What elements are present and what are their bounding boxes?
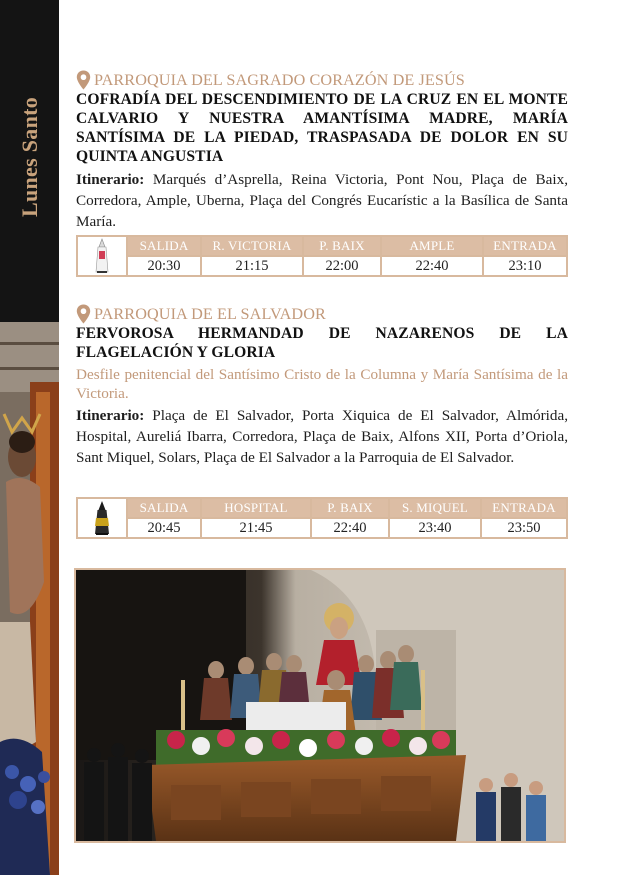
schedule-column [482,499,566,537]
section-el-salvador [76,304,568,468]
sidebar-band [0,0,59,322]
day-title: Lunes Santo [17,96,42,218]
schedule-header: P. BAIX [304,237,380,255]
itinerary-route: Marqués d’Asprella, Reina Victoria, Pont Nou, Plaça de Baix, Corredora, Ample, Uberna, Plaça del Congrés Eucarístic a la Basílica de Santa María. [76,171,568,230]
location-pin-icon [76,70,91,90]
schedule-table [76,235,568,277]
schedule-header: ENTRADA [482,499,566,517]
schedule-time: 23:50 [482,517,566,537]
schedule-column [382,237,484,275]
itinerary-label: Itinerario: [76,171,145,188]
itinerary-label: Itinerario: [76,407,145,424]
schedule-header: SALIDA [128,237,200,255]
schedule-table [76,497,568,539]
schedule-column [202,237,304,275]
schedule-time: 20:45 [128,517,200,537]
schedule-time: 23:10 [484,255,566,275]
nazarene-dark-robe-icon [78,499,128,537]
schedule-column [128,237,202,275]
schedule-time: 23:40 [390,517,480,537]
brotherhood-name: FERVOROSA HERMANDAD DE NAZARENOS DE LA FLAGELACIÓN Y GLORIA [76,325,568,361]
schedule-header: ENTRADA [484,237,566,255]
schedule-header: SALIDA [128,499,200,517]
statue-photo-image [0,322,59,875]
schedule-time: 21:45 [202,517,310,537]
schedule-time: 22:00 [304,255,380,275]
schedule-header: AMPLE [382,237,482,255]
schedule-column [202,499,312,537]
sidebar-photo [0,322,59,875]
schedule-column [312,499,390,537]
schedule-time: 21:15 [202,255,302,275]
schedule-header: S. MIQUEL [390,499,480,517]
schedule-column [128,499,202,537]
schedule-column [304,237,382,275]
schedule-column [484,237,566,275]
procession-photo [74,568,566,843]
last-supper-float-image [76,570,564,841]
schedule-header: P. BAIX [312,499,388,517]
brotherhood-name: COFRADÍA DEL DESCENDIMIENTO DE LA CRUZ EN EL MONTE CALVARIO Y NUESTRA AMANTÍSIMA MADRE, MARÍA SANTÍSIMA DE LA PIEDAD, TRASPASADA DE DOLOR EN SU QUINTA ANGUSTIA [76,91,568,165]
procession-description: Desfile penitencial del Santísimo Cristo de la Columna y María Santísima de la Victoria. [76,366,568,402]
schedule-time: 22:40 [312,517,388,537]
schedule-column [390,499,482,537]
itinerary-text [76,169,568,232]
parish-heading [76,304,568,324]
section-sagrado-corazon [76,70,568,232]
schedule-time: 20:30 [128,255,200,275]
itinerary-text [76,405,568,468]
schedule-header: HOSPITAL [202,499,310,517]
schedule-time: 22:40 [382,255,482,275]
itinerary-route: Plaça de El Salvador, Porta Xiquica de El Salvador, Almórida, Hospital, Aureliá Ibarra, Corredora, Plaça de Baix, Alfons XII, Porta d’Oriola, Sant Miquel, Solars, Plaça de El Salvador a la Parroquia de El Salvador. [76,407,569,466]
parish-heading [76,70,568,90]
schedule-header: R. VICTORIA [202,237,302,255]
parish-name: PARROQUIA DEL SAGRADO CORAZÓN DE JESÚS [94,70,465,89]
location-pin-icon [76,304,91,324]
nazarene-white-robe-icon [78,237,128,275]
parish-name: PARROQUIA DE EL SALVADOR [94,304,326,323]
